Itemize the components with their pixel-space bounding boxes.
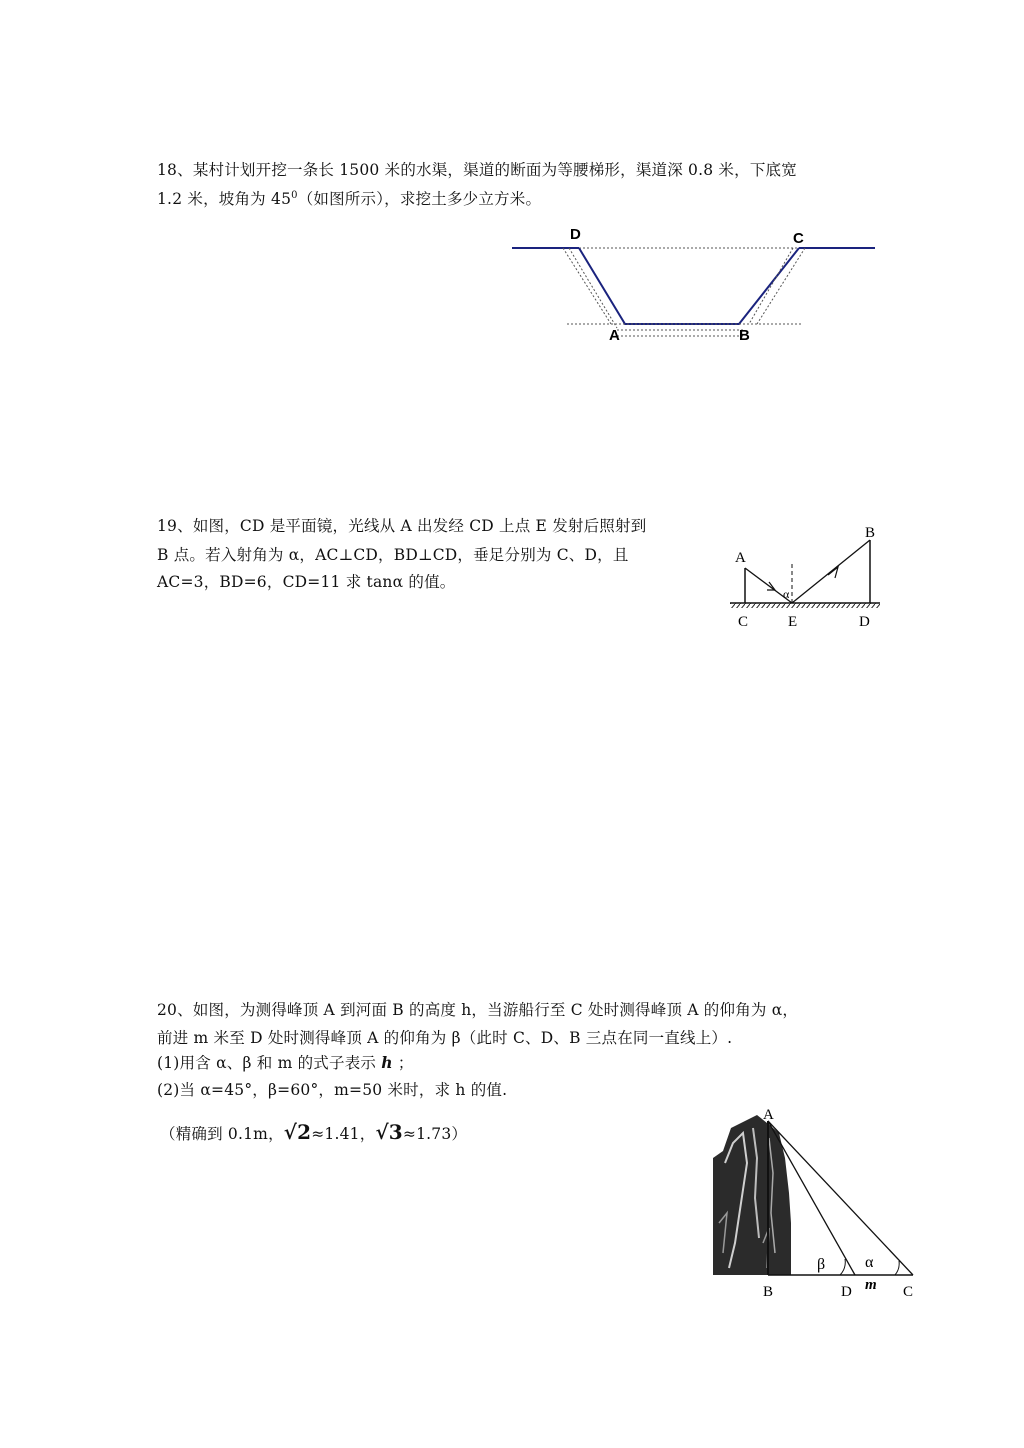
dotted-offset-left-2 — [569, 248, 617, 328]
label-C: C — [903, 1284, 914, 1300]
label-A: A — [735, 550, 746, 566]
label-E: E — [788, 614, 798, 630]
q20-line-3-start: (1)用含 α、β 和 m 的式子表示 — [157, 1054, 382, 1072]
label-m: m — [865, 1277, 877, 1293]
sqrt2-value: ≈1.41， — [311, 1125, 376, 1143]
sqrt3-value: ≈1.73） — [402, 1125, 468, 1143]
q19-line-2: B 点。若入射角为 α，AC⊥CD，BD⊥CD，垂足分别为 C、D，且 — [157, 546, 629, 564]
q20-line-4: (2)当 α=45°，β=60°，m=50 米时，求 h 的值. — [157, 1081, 508, 1099]
cliff-illustration — [713, 1115, 791, 1275]
q18-line-2 — [157, 187, 541, 209]
variable-h: h — [381, 1053, 393, 1072]
q18-line-2-end: （如图所示），求挖土多少立方米。 — [297, 190, 542, 208]
label-alpha: α — [865, 1254, 874, 1271]
label-A: A — [763, 1107, 774, 1123]
sqrt2-symbol: √2 — [283, 1120, 312, 1144]
q20-peak-figure — [705, 1103, 925, 1308]
label-D: D — [841, 1284, 852, 1300]
q19-mirror-figure — [725, 520, 895, 635]
label-B: B — [865, 525, 876, 541]
angle-arc-alpha — [895, 1261, 899, 1275]
label-D: D — [859, 614, 870, 630]
label-alpha: α — [783, 587, 790, 601]
dotted-offset-right-2 — [757, 248, 805, 324]
q18-canal-figure — [505, 220, 885, 350]
q20-line-3 — [157, 1051, 414, 1073]
q18-line-2-start: 1.2 米，坡角为 45 — [157, 190, 292, 208]
q20-line-3-end: ； — [392, 1054, 414, 1072]
sqrt3-symbol: √3 — [375, 1120, 403, 1144]
angle-arc-beta — [840, 1259, 845, 1275]
q19-line-3: AC=3，BD=6，CD=11 求 tanα 的值。 — [157, 573, 456, 591]
dotted-offset-right-1 — [749, 248, 793, 324]
label-B: B — [763, 1284, 774, 1300]
label-D: D — [570, 226, 581, 243]
q20-precision-note — [160, 1120, 467, 1144]
reflected-ray — [792, 540, 870, 603]
q19-line-1: 19、如图，CD 是平面镜，光线从 A 出发经 CD 上点 E 发射后照射到 — [157, 517, 647, 535]
label-A: A — [609, 327, 620, 344]
q18-degree-superscript: 0 — [291, 189, 298, 201]
label-B: B — [739, 327, 750, 344]
q20-line-1: 20、如图，为测得峰顶 A 到河面 B 的高度 h，当游船行至 C 处时测得峰顶 A 的仰角为 α， — [157, 1001, 799, 1019]
note-start: （精确到 0.1m， — [160, 1125, 284, 1143]
label-C: C — [793, 230, 804, 247]
canal-cross-section — [579, 248, 799, 324]
label-C: C — [738, 614, 749, 630]
q20-line-2: 前进 m 米至 D 处时测得峰顶 A 的仰角为 β（此时 C、D、B 三点在同一直线上）. — [157, 1029, 733, 1047]
label-beta: β — [817, 1256, 826, 1273]
q18-line-1: 18、某村计划开挖一条长 1500 米的水渠，渠道的断面为等腰梯形，渠道深 0.8 米，下底宽 — [157, 161, 797, 179]
